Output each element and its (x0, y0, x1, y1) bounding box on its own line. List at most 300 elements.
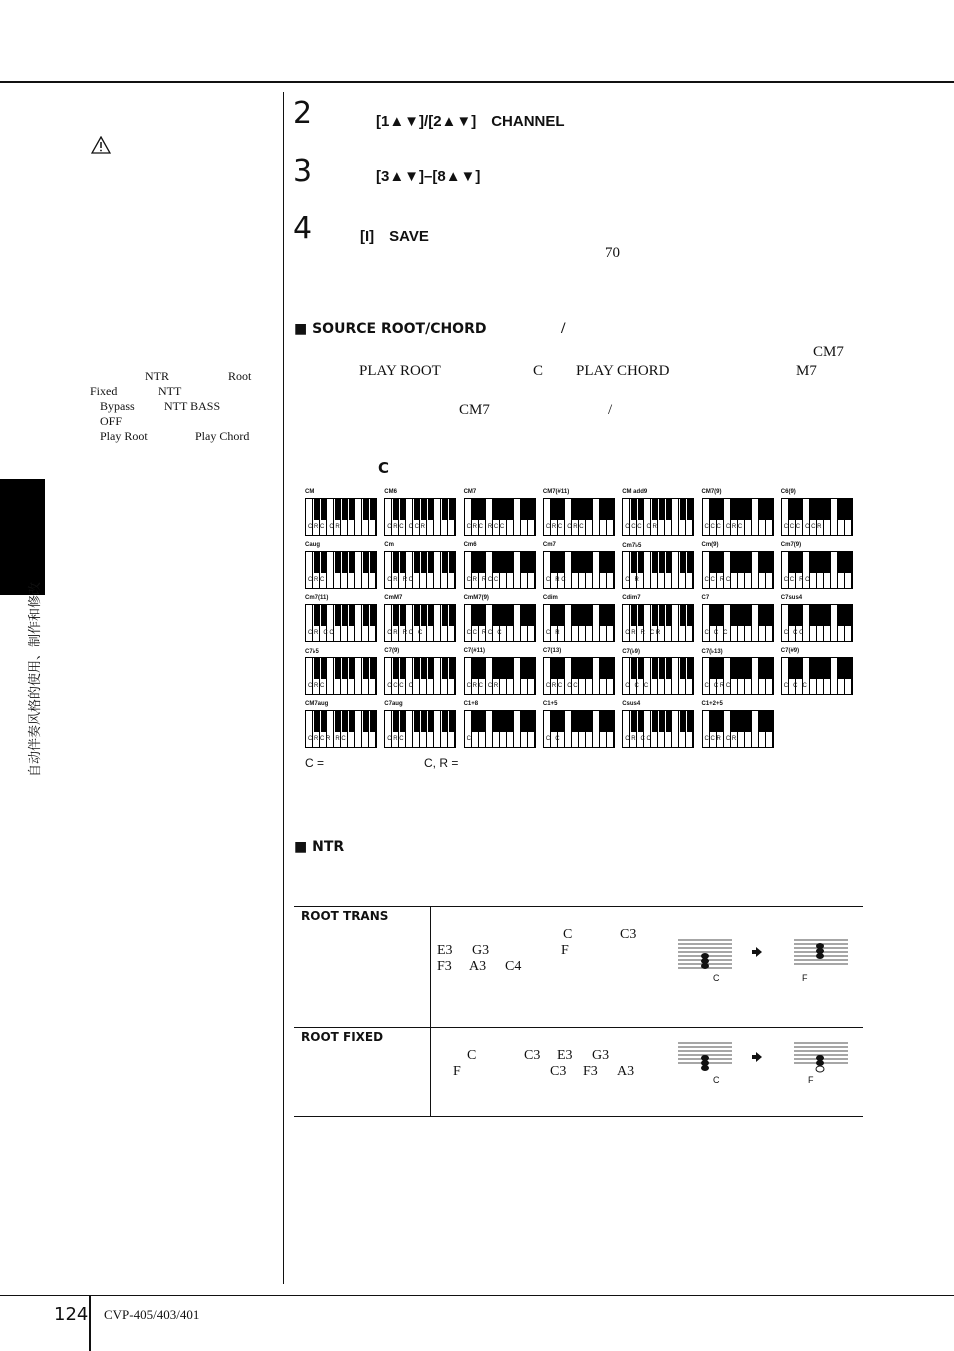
ntr-r1-right-cap: F (802, 973, 808, 983)
chord-diagram (702, 542, 774, 594)
black-key (528, 552, 534, 573)
ntr-r1-staff (678, 937, 848, 987)
chord-key-marks: C C R C (783, 577, 810, 583)
chord-name: C7aug (384, 701, 403, 707)
black-key (659, 711, 665, 732)
black-key (687, 711, 693, 732)
chord-diagram (622, 701, 694, 753)
black-key (421, 658, 427, 679)
black-key (600, 499, 606, 520)
chord-name: CM6 (384, 489, 397, 495)
keyboard-diagram (543, 710, 615, 748)
chord-diagram (384, 542, 456, 594)
keyboard-diagram (305, 498, 377, 536)
chord-name: Csus4 (622, 701, 641, 707)
black-key (717, 711, 723, 732)
chord-key-marks: C C C (704, 630, 728, 636)
chord-key-marks: C C C C C R (783, 524, 822, 530)
black-key (586, 658, 592, 679)
chord-diagram (384, 701, 456, 753)
black-key (607, 605, 613, 626)
black-key (796, 499, 802, 520)
ntr-r2-t2: C3 (524, 1048, 541, 1063)
black-key (528, 605, 534, 626)
black-key (321, 658, 327, 679)
black-key (710, 711, 716, 732)
black-key (449, 711, 455, 732)
ntr-r2-t1: C (467, 1048, 477, 1063)
chord-name: Cdim7 (622, 595, 641, 601)
step-page-ref: 70 (605, 245, 620, 261)
black-key (421, 552, 427, 573)
chord-diagram (622, 489, 694, 541)
chord-diagram (702, 648, 774, 700)
ntr-r2-t3: E3 (557, 1048, 573, 1063)
chord-diagram (622, 542, 694, 594)
black-key (745, 711, 751, 732)
black-key (796, 552, 802, 573)
chord-name: C7 (701, 595, 710, 601)
black-key (817, 499, 823, 520)
black-key (789, 499, 795, 520)
chord-diagram (702, 701, 774, 753)
black-key (321, 499, 327, 520)
black-key (551, 499, 557, 520)
black-key (363, 658, 369, 679)
black-key (342, 499, 348, 520)
black-key (766, 711, 772, 732)
keyboard-diagram (384, 710, 456, 748)
black-key (558, 552, 564, 573)
black-key (414, 658, 420, 679)
source-slash: / (561, 320, 566, 337)
chord-name: CM7(#11) (542, 489, 570, 495)
black-key (349, 499, 355, 520)
chord-name: CM (305, 489, 315, 495)
black-key (738, 499, 744, 520)
black-key (810, 552, 816, 573)
chord-name: CM7 (463, 489, 477, 495)
black-key (652, 711, 658, 732)
source-slash-b: / (608, 402, 613, 418)
black-key (393, 605, 399, 626)
black-key (558, 605, 564, 626)
black-key (500, 711, 506, 732)
chord-diagram (543, 489, 615, 541)
chord-diagram (781, 542, 853, 594)
keyboard-diagram (384, 551, 456, 589)
chord-name: Cm6 (463, 542, 477, 548)
keyboard-diagram (305, 551, 377, 589)
keyboard-diagram (464, 710, 536, 748)
black-key (572, 605, 578, 626)
black-key (586, 499, 592, 520)
black-key (680, 658, 686, 679)
keyboard-diagram (464, 498, 536, 536)
black-key (810, 605, 816, 626)
keyboard-diagram (305, 604, 377, 642)
note-ntt-bass: NTT BASS (164, 399, 221, 413)
black-key (442, 658, 448, 679)
black-key (349, 711, 355, 732)
black-key (731, 658, 737, 679)
black-key (845, 605, 851, 626)
black-key (652, 499, 658, 520)
black-key (572, 552, 578, 573)
black-key (521, 711, 527, 732)
black-key (428, 711, 434, 732)
black-key (738, 711, 744, 732)
keyboard-diagram (305, 710, 377, 748)
chord-key-marks: C C C (625, 683, 649, 689)
chord-diagram (384, 648, 456, 700)
black-key (766, 658, 772, 679)
black-key (607, 711, 613, 732)
chord-key-marks: C R R C C (387, 630, 423, 636)
chord-diagram (464, 595, 536, 647)
black-key (600, 711, 606, 732)
chord-name: C1+5 (542, 701, 558, 707)
chord-key-marks: C C C (783, 683, 807, 689)
keyboard-diagram (384, 498, 456, 536)
black-key (666, 658, 672, 679)
chord-diagram (464, 542, 536, 594)
step-number: 4 (293, 211, 313, 246)
chord-name: CM7(9) (701, 489, 722, 495)
chord-diagram (305, 701, 377, 753)
chord-key-marks: C C R C (704, 683, 731, 689)
step-text: [3▲▼]–[8▲▼] (376, 168, 481, 185)
chord-diagram (543, 701, 615, 753)
black-key (493, 605, 499, 626)
chord-diagram (781, 489, 853, 541)
chord-diagram (464, 648, 536, 700)
black-key (449, 552, 455, 573)
black-key (342, 605, 348, 626)
black-key (600, 658, 606, 679)
black-key (738, 658, 744, 679)
black-key (414, 711, 420, 732)
black-key (766, 552, 772, 573)
black-key (824, 658, 830, 679)
black-key (572, 711, 578, 732)
keyboard-diagram (543, 604, 615, 642)
ntr-r1-t1: C (563, 927, 573, 942)
ntr-col-divider (430, 907, 431, 1116)
step-text: [1▲▼]/[2▲▼] CHANNEL (376, 113, 565, 130)
black-key (442, 605, 448, 626)
chord-key-marks: C (466, 736, 471, 742)
black-key (442, 499, 448, 520)
black-key (442, 552, 448, 573)
chord-key-marks: C C C C (387, 683, 413, 689)
black-key (528, 499, 534, 520)
chord-key-marks: C R C C R (308, 524, 340, 530)
chord-diagram (384, 489, 456, 541)
black-key (845, 499, 851, 520)
ntr-r2-t6: C3 (550, 1064, 567, 1079)
ntr-r1-t3: E3 (437, 943, 453, 958)
black-key (710, 605, 716, 626)
black-key (824, 552, 830, 573)
black-key (731, 499, 737, 520)
black-key (745, 552, 751, 573)
black-key (442, 711, 448, 732)
chapter-vertical-title: 自动伴奏风格的使用、制作和修改 (28, 581, 43, 777)
black-key (551, 711, 557, 732)
source-play-chord: PLAY CHORD (576, 363, 670, 379)
black-key (507, 658, 513, 679)
black-key (363, 711, 369, 732)
black-key (393, 658, 399, 679)
chord-key-marks: C C R C C (466, 630, 502, 636)
chord-diagram (702, 489, 774, 541)
black-key (659, 499, 665, 520)
black-key (717, 605, 723, 626)
black-key (680, 711, 686, 732)
black-key (687, 658, 693, 679)
black-key (335, 499, 341, 520)
chord-key-marks: C C C (783, 630, 804, 636)
black-key (428, 499, 434, 520)
black-key (321, 605, 327, 626)
black-key (687, 499, 693, 520)
chord-name: CM add9 (622, 489, 648, 495)
chord-name: CmM7(9) (463, 595, 489, 601)
black-key (363, 605, 369, 626)
ntr-r1-t5: F (561, 943, 569, 958)
black-key (500, 552, 506, 573)
black-key (710, 552, 716, 573)
black-key (579, 711, 585, 732)
keyboard-diagram (384, 604, 456, 642)
black-key (370, 552, 376, 573)
chord-key-marks: C R (625, 577, 639, 583)
black-key (393, 499, 399, 520)
ntr-r2-t5: F (453, 1064, 461, 1079)
keyboard-diagram (543, 551, 615, 589)
black-key (759, 658, 765, 679)
black-key (342, 658, 348, 679)
chord-diagram (305, 648, 377, 700)
column-divider (283, 92, 284, 1284)
black-key (586, 711, 592, 732)
chord-diagram (464, 489, 536, 541)
note-root: Root (228, 369, 252, 383)
black-key (400, 605, 406, 626)
chord-name: C1+2+5 (701, 701, 723, 707)
chord-name: Cm7♭5 (622, 543, 642, 549)
black-key (845, 552, 851, 573)
black-key (551, 605, 557, 626)
chord-diagram (305, 489, 377, 541)
chord-diagram (622, 595, 694, 647)
black-key (710, 658, 716, 679)
black-key (479, 711, 485, 732)
black-key (680, 605, 686, 626)
black-key (342, 711, 348, 732)
black-key (659, 552, 665, 573)
chord-key-marks: C R (545, 630, 560, 636)
black-key (572, 499, 578, 520)
black-key (558, 711, 564, 732)
black-key (370, 711, 376, 732)
chord-key-marks: C C R C (704, 577, 731, 583)
keyboard-diagram (622, 498, 694, 536)
black-key (666, 711, 672, 732)
black-key (817, 552, 823, 573)
black-key (717, 658, 723, 679)
chord-key-marks: C R R C R (625, 630, 661, 636)
black-key (370, 658, 376, 679)
black-key (607, 499, 613, 520)
note-ntr: NTR (145, 369, 169, 383)
black-key (428, 658, 434, 679)
chord-diagram (543, 648, 615, 700)
black-key (314, 605, 320, 626)
black-key (472, 499, 478, 520)
black-key (745, 658, 751, 679)
keyboard-diagram (781, 551, 853, 589)
black-key (414, 605, 420, 626)
black-key (314, 499, 320, 520)
chord-key-marks: C C R C R (704, 736, 737, 742)
black-key (600, 605, 606, 626)
black-key (314, 711, 320, 732)
chord-name: C1+8 (463, 701, 479, 707)
black-key (838, 499, 844, 520)
chord-name: Caug (305, 542, 320, 548)
black-key (638, 499, 644, 520)
keyboard-diagram (702, 498, 774, 536)
black-key (600, 552, 606, 573)
black-key (507, 605, 513, 626)
chord-name: Cm (384, 542, 394, 548)
black-key (759, 711, 765, 732)
keyboard-diagram (622, 604, 694, 642)
black-key (766, 499, 772, 520)
chord-name: C7(♭13) (701, 649, 723, 655)
ntr-r1-t2: C3 (620, 927, 637, 942)
chord-name: C7(♭9) (622, 649, 641, 655)
black-key (558, 658, 564, 679)
chord-key-marks: C C C C R (625, 524, 657, 530)
chord-name: CmM7 (384, 595, 403, 601)
keyboard-diagram (781, 657, 853, 695)
black-key (321, 552, 327, 573)
black-key (817, 658, 823, 679)
step-text: [I] SAVE (360, 228, 429, 245)
black-key (421, 499, 427, 520)
black-key (766, 605, 772, 626)
chord-name: Cm7(11) (305, 595, 329, 601)
chord-diagram (702, 595, 774, 647)
chord-name: C7♭5 (305, 649, 319, 655)
source-play-root: PLAY ROOT (359, 363, 441, 379)
chord-key-marks: C R C C (625, 736, 651, 742)
black-key (479, 499, 485, 520)
black-key (400, 552, 406, 573)
black-key (586, 552, 592, 573)
black-key (659, 658, 665, 679)
chord-name: Cm(9) (701, 542, 719, 548)
chord-key-marks: C R C (387, 736, 404, 742)
black-key (335, 552, 341, 573)
page-number: 124 (54, 1304, 89, 1325)
chord-key-marks: C R C C (308, 630, 334, 636)
black-key (745, 605, 751, 626)
chord-key-marks: C R C (308, 577, 325, 583)
black-key (666, 499, 672, 520)
black-key (687, 552, 693, 573)
chord-name: CM7aug (305, 701, 329, 707)
chord-key-marks: C R C C R C (545, 524, 584, 530)
black-key (363, 499, 369, 520)
ntr-label-root-fixed: ROOT FIXED (301, 1030, 384, 1044)
black-key (449, 499, 455, 520)
ntr-r1-t4: G3 (472, 943, 490, 958)
keyboard-diagram (622, 657, 694, 695)
black-key (789, 658, 795, 679)
model-name: CVP-405/403/401 (104, 1307, 200, 1322)
keyboard-diagram (702, 657, 774, 695)
black-key (335, 711, 341, 732)
ntr-label-root-trans: ROOT TRANS (301, 909, 389, 923)
chord-name: C7(9) (384, 648, 400, 654)
black-key (428, 605, 434, 626)
black-key (607, 552, 613, 573)
black-key (321, 711, 327, 732)
black-key (759, 605, 765, 626)
chord-diagram (781, 595, 853, 647)
black-key (507, 711, 513, 732)
black-key (363, 552, 369, 573)
black-key (421, 711, 427, 732)
black-key (717, 552, 723, 573)
black-key (414, 552, 420, 573)
keyboard-diagram (781, 498, 853, 536)
chord-key-marks: C R C (308, 683, 325, 689)
black-key (586, 605, 592, 626)
keyboard-diagram (464, 551, 536, 589)
black-key (680, 552, 686, 573)
black-key (838, 605, 844, 626)
note-ntt: NTT (158, 384, 182, 398)
black-key (579, 605, 585, 626)
black-key (631, 658, 637, 679)
footer-divider (89, 1296, 91, 1351)
chord-key-marks: C C (545, 736, 560, 742)
black-key (349, 605, 355, 626)
chord-diagram (543, 542, 615, 594)
chord-key-marks: C R R C (387, 577, 413, 583)
black-key (710, 499, 716, 520)
chord-chart (305, 489, 865, 751)
black-key (579, 658, 585, 679)
black-key (507, 499, 513, 520)
note-bypass: Bypass (100, 399, 135, 413)
black-key (789, 552, 795, 573)
black-key (687, 605, 693, 626)
black-key (666, 605, 672, 626)
chord-name: Cm7 (542, 542, 556, 548)
black-key (631, 605, 637, 626)
black-key (631, 711, 637, 732)
black-key (796, 605, 802, 626)
black-key (500, 658, 506, 679)
black-key (507, 552, 513, 573)
black-key (810, 658, 816, 679)
